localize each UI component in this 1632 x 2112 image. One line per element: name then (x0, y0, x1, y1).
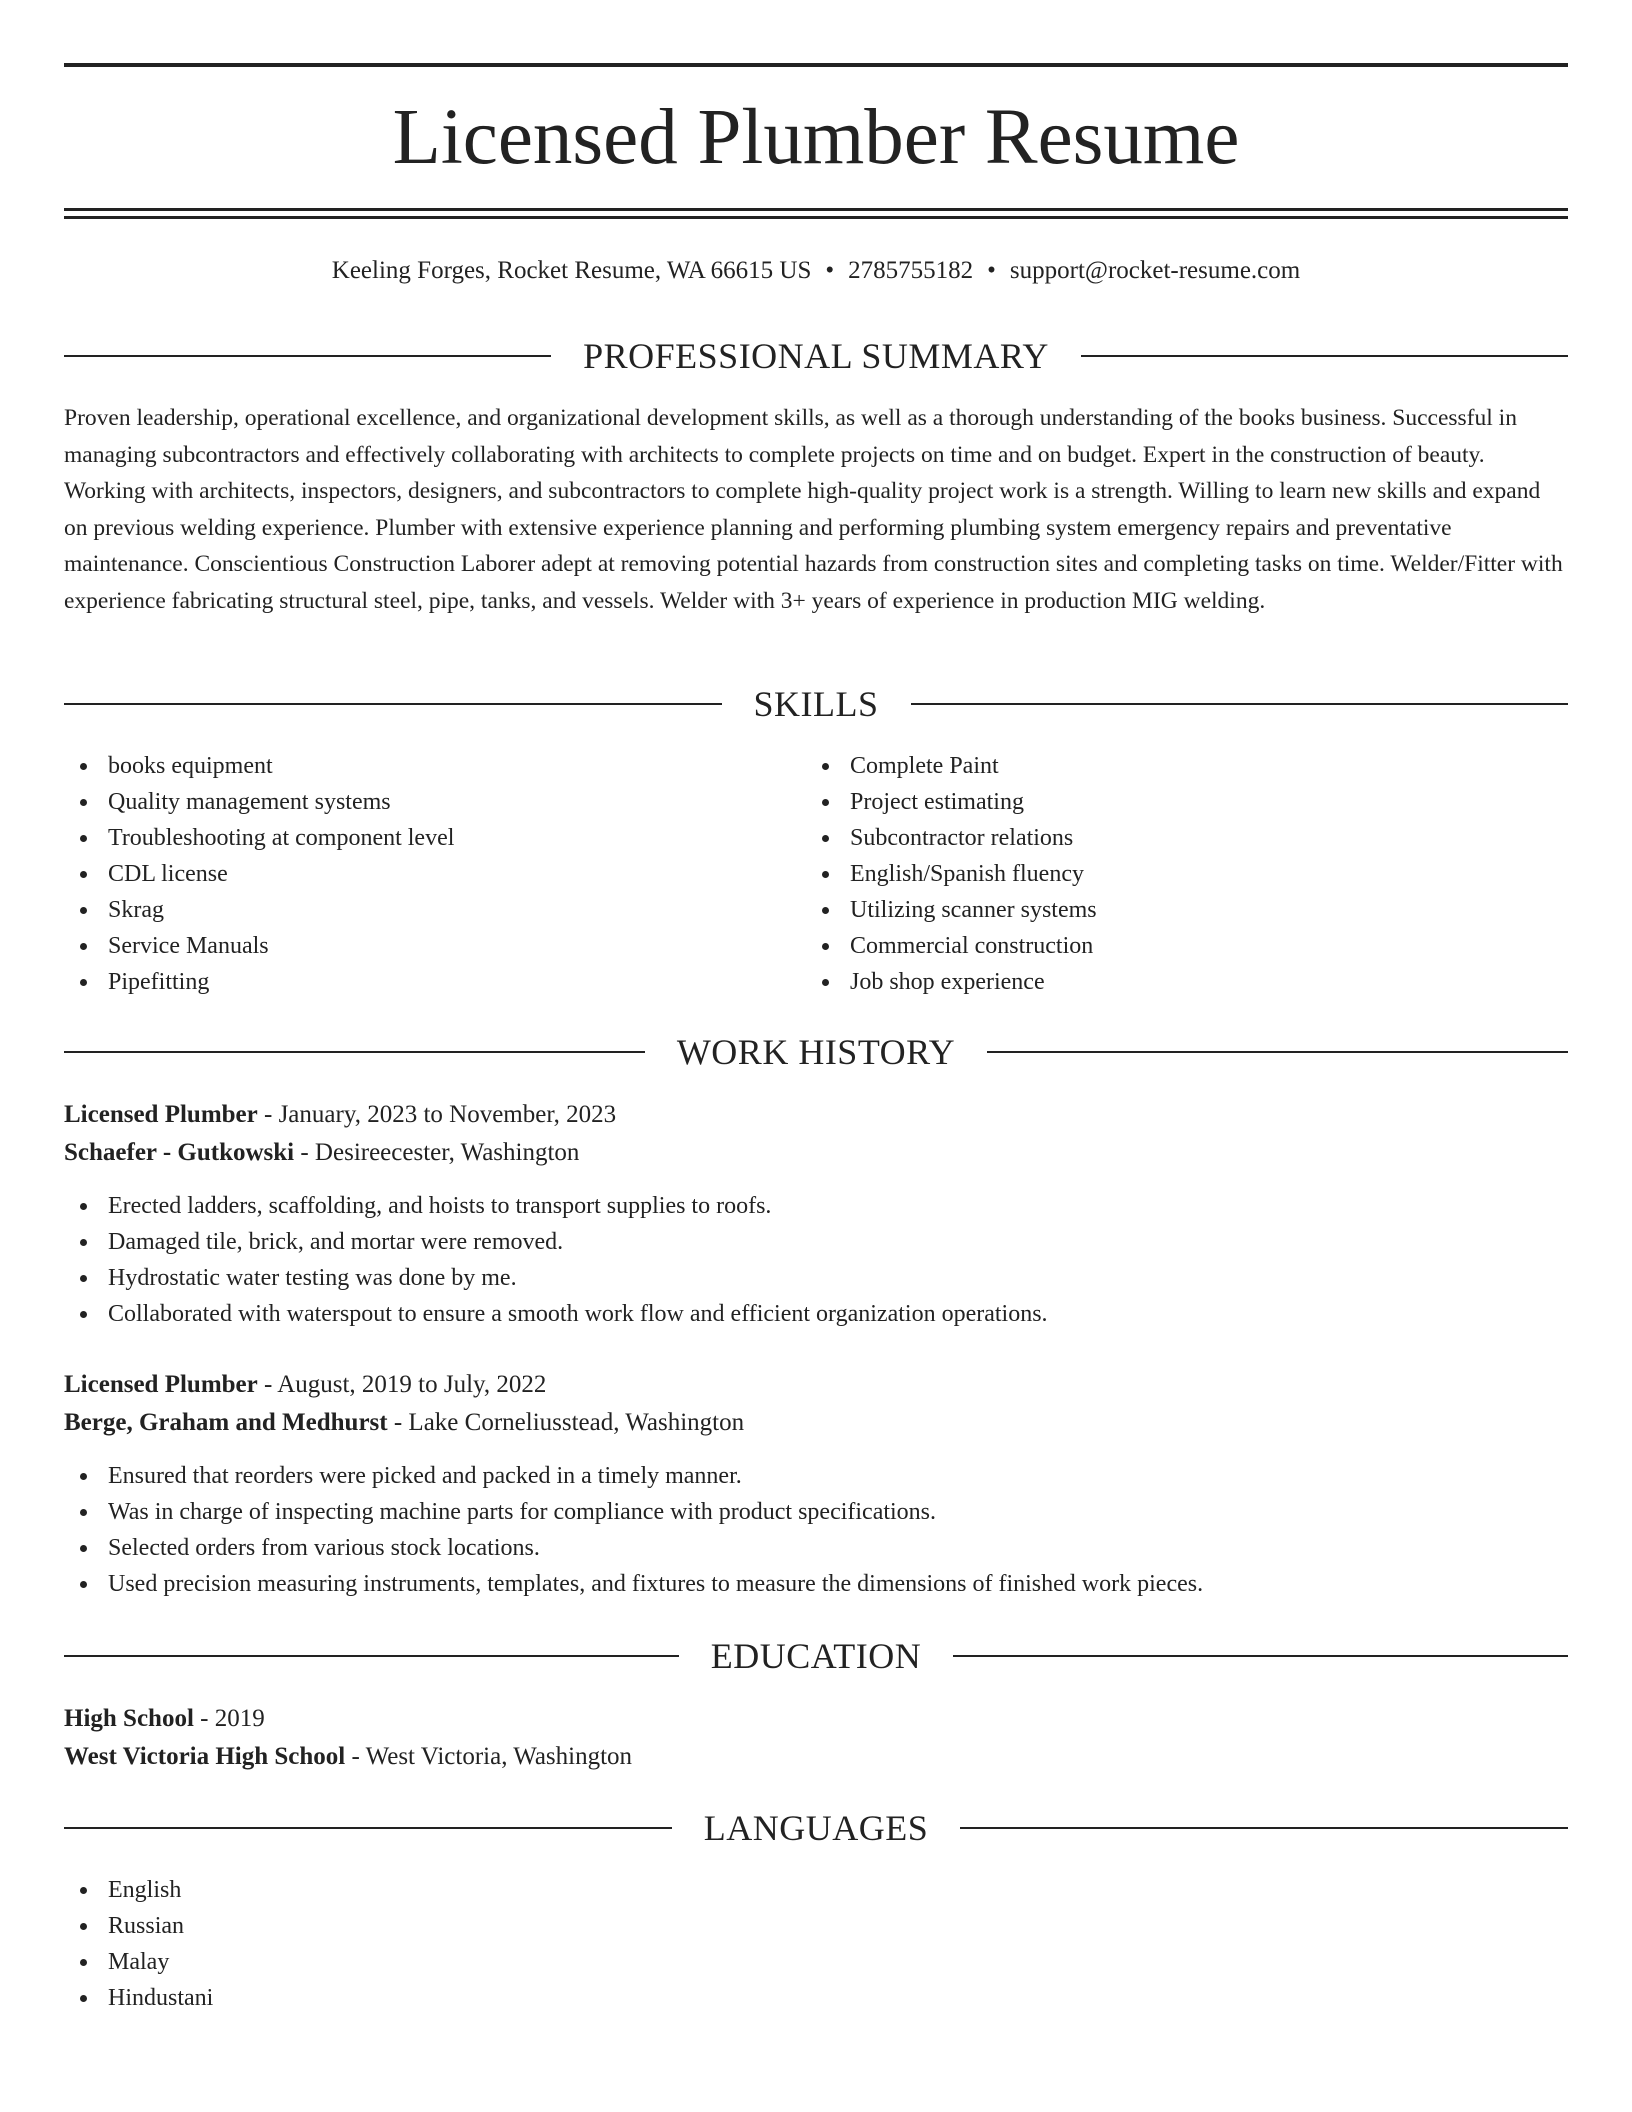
duty-item-text: Used precision measuring instruments, templates, and fixtures to measure the dimensions of finished work pieces. (108, 1571, 1204, 1597)
duty-item (64, 1530, 1564, 1566)
bullet-icon (822, 763, 829, 770)
duty-item-text: Ensured that reorders were picked and packed in a timely manner. (108, 1463, 742, 1489)
duty-item-text: Selected orders from various stock locations. (108, 1535, 540, 1561)
skill-item (806, 964, 1566, 1000)
education-location: - West Victoria, Washington (345, 1743, 633, 1770)
skill-item (64, 748, 804, 784)
duty-item-text: Collaborated with waterspout to ensure a smooth work flow and efficient organization operations. (108, 1301, 1048, 1327)
duty-item-text: Hydrostatic water testing was done by me. (108, 1265, 517, 1291)
heading-rule (953, 1655, 1568, 1657)
section-heading-summary (64, 334, 1568, 378)
skills-column-left (64, 748, 804, 1000)
skill-item-text: Project estimating (850, 789, 1024, 815)
skill-item (806, 856, 1566, 892)
bullet-icon (80, 1473, 87, 1480)
bullet-icon (80, 943, 87, 950)
skill-item (64, 856, 804, 892)
skill-item-text: Utilizing scanner systems (850, 897, 1097, 923)
skills-column-right (806, 748, 1566, 1000)
job-dates: - January, 2023 to November, 2023 (257, 1101, 617, 1128)
section-title: PROFESSIONAL SUMMARY (583, 336, 1049, 376)
heading-rule (911, 703, 1569, 705)
contact-address: Keeling Forges, Rocket Resume, WA 66615 US (331, 257, 812, 284)
bullet-icon (822, 943, 829, 950)
bullet-icon (80, 1545, 87, 1552)
duty-item (64, 1224, 1564, 1260)
duty-item-text: Was in charge of inspecting machine parts for compliance with product specifications. (108, 1499, 937, 1525)
job-bullets (64, 1188, 1564, 1332)
contact-email: support@rocket-resume.com (1009, 257, 1301, 284)
bullet-icon (80, 1203, 87, 1210)
education-year: - 2019 (193, 1705, 265, 1732)
skill-item-text: Troubleshooting at component level (108, 825, 455, 851)
job-title: Licensed Plumber (64, 1371, 258, 1398)
summary-text: Proven leadership, operational excellence, and organizational development skills, as well as a thorough understanding of the books business. Successful in managing subcontractors and effectively collaborating with architects to complete projects on time and on budget. Expert in the construction of beauty. Working with architects, inspectors, designers, and subcontractors to complete high-quality project work is a strength. Willing to learn new skills and expand on previous welding experience. Plumber with extensive experience planning and performing plumbing system emergency repairs and preventative maintenance. Conscientious Construction Laborer adept at removing potential hazards from construction sites and completing tasks on time. Welder/Fitter with experience fabricating structural steel, pipe, tanks, and vessels. Welder with 3+ years of experience in production MIG welding. (64, 405, 1563, 614)
skill-item-text: Job shop experience (850, 969, 1045, 995)
bullet-icon (822, 907, 829, 914)
contact-separator: • (825, 257, 835, 284)
job-company-line (64, 1404, 744, 1442)
heading-rule (64, 355, 551, 357)
skill-item (806, 928, 1566, 964)
skills-list (64, 748, 804, 1000)
duty-item (64, 1458, 1564, 1494)
heading-rule (64, 703, 722, 705)
heading-rule (64, 1827, 672, 1829)
job-dates: - August, 2019 to July, 2022 (257, 1371, 547, 1398)
job-duties (64, 1458, 1564, 1602)
job-title-line (64, 1096, 616, 1134)
skill-item-text: Quality management systems (108, 789, 391, 815)
bullet-icon (80, 1581, 87, 1588)
bullet-icon (80, 871, 87, 878)
top-rule (64, 63, 1568, 67)
job-location: - Lake Corneliusstead, Washington (387, 1409, 745, 1436)
skill-item (64, 964, 804, 1000)
duty-item-text: Erected ladders, scaffolding, and hoists to transport supplies to roofs. (108, 1193, 772, 1219)
job-duties (64, 1188, 1564, 1332)
contact-separator: • (987, 257, 996, 284)
skill-item-text: Complete Paint (850, 753, 999, 779)
languages-column (64, 1872, 864, 2016)
bullet-icon (80, 763, 87, 770)
bullet-icon (822, 979, 829, 986)
contact-line (64, 254, 1568, 288)
language-item-text: Hindustani (108, 1985, 214, 2011)
bullet-icon (80, 835, 87, 842)
bullet-icon (822, 799, 829, 806)
bullet-icon (80, 1959, 87, 1966)
language-item (64, 1908, 864, 1944)
skill-item-text: Pipefitting (108, 969, 210, 995)
bullet-icon (80, 1923, 87, 1930)
language-item (64, 1944, 864, 1980)
title-rule-lower (64, 216, 1568, 219)
contact-phone: 2785755182 (848, 257, 974, 284)
job-title-line (64, 1366, 546, 1404)
job-bullets (64, 1458, 1564, 1602)
skill-item (806, 784, 1566, 820)
job-title: Licensed Plumber (64, 1101, 258, 1128)
bullet-icon (822, 871, 829, 878)
section-title: LANGUAGES (703, 1808, 929, 1848)
skill-item-text: CDL license (108, 861, 228, 887)
bullet-icon (80, 1239, 87, 1246)
education-degree: High School (64, 1705, 194, 1732)
skill-item-text: Subcontractor relations (850, 825, 1074, 851)
bullet-icon (822, 835, 829, 842)
section-heading-skills (64, 682, 1568, 726)
skill-item-text: books equipment (108, 753, 273, 779)
skill-item (64, 892, 804, 928)
section-heading-education (64, 1634, 1568, 1678)
language-item (64, 1872, 864, 1908)
skill-item-text: Commercial construction (850, 933, 1094, 959)
duty-item (64, 1260, 1564, 1296)
bullet-icon (80, 907, 87, 914)
education-school: West Victoria High School (64, 1743, 346, 1770)
skill-item (806, 748, 1566, 784)
section-title: WORK HISTORY (676, 1032, 956, 1072)
heading-rule (64, 1051, 645, 1053)
skill-item (64, 784, 804, 820)
resume-title: Licensed Plumber Resume (392, 94, 1240, 181)
skill-item-text: Skrag (108, 897, 164, 923)
bullet-icon (80, 1275, 87, 1282)
bullet-icon (80, 1311, 87, 1318)
skills-list (806, 748, 1566, 1000)
bullet-icon (80, 1995, 87, 2002)
skill-item (806, 892, 1566, 928)
skill-item (64, 928, 804, 964)
education-degree-line (64, 1700, 265, 1738)
skill-item-text: Service Manuals (108, 933, 269, 959)
job-company-line (64, 1134, 579, 1172)
job-location: - Desireecester, Washington (294, 1139, 580, 1166)
language-item-text: Russian (108, 1913, 185, 1939)
heading-rule (987, 1051, 1568, 1053)
section-heading-work (64, 1030, 1568, 1074)
skill-item (806, 820, 1566, 856)
duty-item (64, 1566, 1564, 1602)
skill-item (64, 820, 804, 856)
language-item-text: Malay (108, 1949, 170, 1975)
bullet-icon (80, 979, 87, 986)
duty-item-text: Damaged tile, brick, and mortar were removed. (108, 1229, 564, 1255)
bullet-icon (80, 799, 87, 806)
duty-item (64, 1494, 1564, 1530)
languages-list (64, 1872, 864, 2016)
education-school-line (64, 1738, 632, 1776)
heading-rule (1081, 355, 1568, 357)
heading-rule (960, 1827, 1568, 1829)
skill-item-text: English/Spanish fluency (850, 861, 1084, 887)
section-title: EDUCATION (710, 1636, 922, 1676)
language-item (64, 1980, 864, 2016)
bullet-icon (80, 1887, 87, 1894)
job-company: Schaefer - Gutkowski (64, 1139, 295, 1166)
heading-rule (64, 1655, 679, 1657)
section-title: SKILLS (753, 684, 879, 724)
job-company: Berge, Graham and Medhurst (64, 1409, 388, 1436)
duty-item (64, 1188, 1564, 1224)
section-heading-languages (64, 1806, 1568, 1850)
title-rule-upper (64, 208, 1568, 211)
bullet-icon (80, 1509, 87, 1516)
language-item-text: English (108, 1877, 182, 1903)
duty-item (64, 1296, 1564, 1332)
